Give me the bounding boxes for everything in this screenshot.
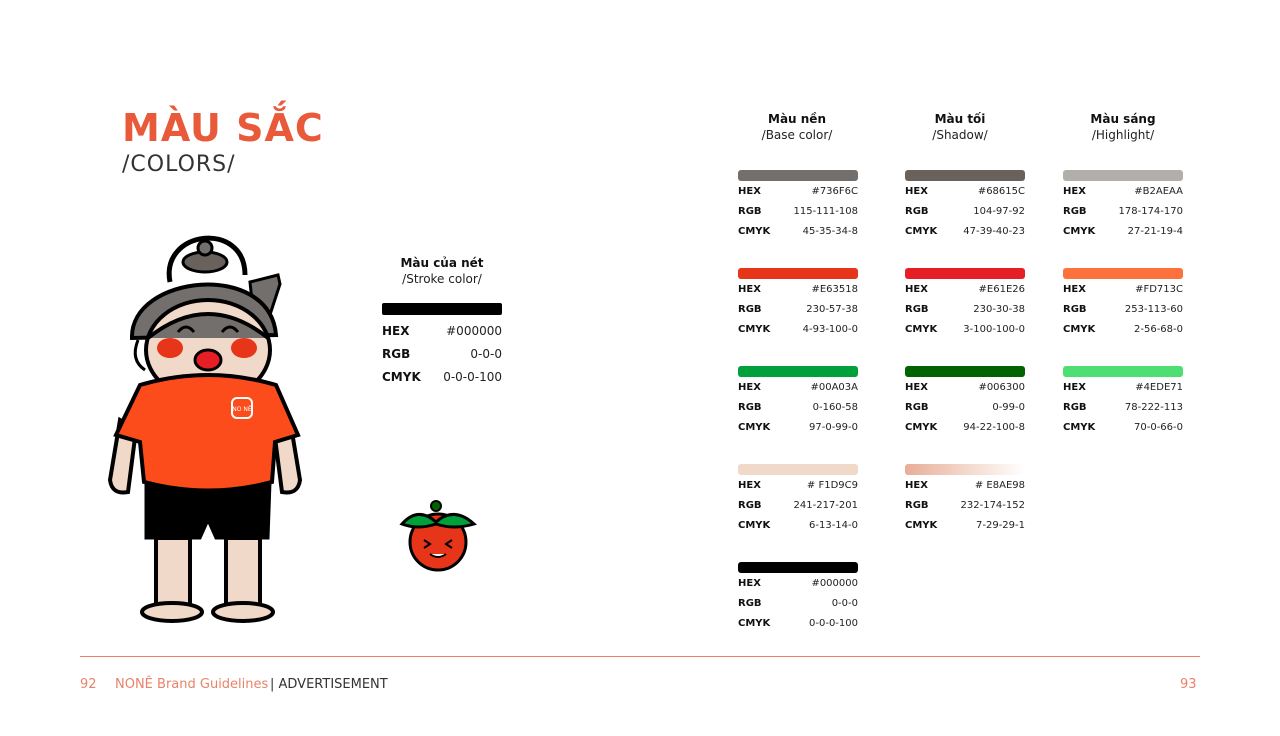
rgb-value: 241-217-201 <box>793 500 858 511</box>
hex-label: HEX <box>905 480 928 491</box>
hex-label: HEX <box>905 186 928 197</box>
column-title: Màu tối <box>934 112 986 126</box>
hex-value: #4EDE71 <box>1135 382 1183 393</box>
shirt-logo: NO NÊ <box>232 406 252 413</box>
rgb-value: 253-113-60 <box>1124 304 1183 315</box>
hex-row <box>905 280 1025 300</box>
cmyk-value: 45-35-34-8 <box>802 226 858 237</box>
stroke-color-swatch <box>382 303 502 315</box>
column-subtitle: /Highlight/ <box>1091 128 1155 142</box>
cmyk-label: CMYK <box>905 324 938 335</box>
hex-value: #736F6C <box>811 186 858 197</box>
rgb-value: 78-222-113 <box>1124 402 1183 413</box>
rgb-label: RGB <box>738 206 762 217</box>
base-color-values <box>738 280 858 340</box>
base-color-swatch <box>738 562 858 573</box>
column-heading-base <box>717 111 877 143</box>
column-title: Màu nền <box>768 112 826 126</box>
cmyk-row <box>382 366 502 389</box>
rgb-value: 0-0-0 <box>470 347 502 361</box>
rgb-label: RGB <box>738 500 762 511</box>
shadow-color-values <box>905 378 1025 438</box>
cmyk-row <box>905 320 1025 340</box>
base-color-swatch <box>738 366 858 377</box>
rgb-value: 178-174-170 <box>1118 206 1183 217</box>
shadow-color-swatch <box>905 366 1025 377</box>
hex-label: HEX <box>1063 186 1086 197</box>
hex-label: HEX <box>738 578 761 589</box>
hex-value: #B2AEAA <box>1134 186 1183 197</box>
base-color-values <box>738 378 858 438</box>
hex-value: # E8AE98 <box>974 480 1025 491</box>
hex-row <box>382 320 502 343</box>
base-color-swatch <box>738 170 858 181</box>
stroke-color-title: Màu của nét <box>400 256 484 270</box>
cmyk-row <box>738 320 858 340</box>
cmyk-row <box>905 418 1025 438</box>
hex-value: #E61E26 <box>978 284 1025 295</box>
hex-value: #006300 <box>978 382 1025 393</box>
cmyk-label: CMYK <box>905 422 938 433</box>
cmyk-value: 27-21-19-4 <box>1127 226 1183 237</box>
hex-label: HEX <box>905 382 928 393</box>
cmyk-value: 2-56-68-0 <box>1134 324 1183 335</box>
rgb-row <box>738 594 858 614</box>
rgb-label: RGB <box>738 402 762 413</box>
cmyk-value: 94-22-100-8 <box>963 422 1025 433</box>
footer-section: | ADVERTISEMENT <box>270 677 388 692</box>
hex-label: HEX <box>905 284 928 295</box>
cmyk-row <box>738 418 858 438</box>
hex-row <box>905 476 1025 496</box>
highlight-color-values <box>1063 280 1183 340</box>
cmyk-row <box>1063 320 1183 340</box>
cmyk-row <box>905 516 1025 536</box>
cmyk-row <box>738 222 858 242</box>
rgb-value: 0-0-0 <box>831 598 858 609</box>
shadow-color-values <box>905 280 1025 340</box>
hex-label: HEX <box>382 324 410 338</box>
column-heading-highlight <box>1043 111 1203 143</box>
rgb-label: RGB <box>905 500 929 511</box>
cmyk-value: 0-0-0-100 <box>809 618 858 629</box>
hex-row <box>738 280 858 300</box>
hex-label: HEX <box>738 284 761 295</box>
cmyk-label: CMYK <box>1063 324 1096 335</box>
stroke-color-subtitle: /Stroke color/ <box>402 272 482 286</box>
rgb-label: RGB <box>382 347 411 361</box>
page-number-right: 93 <box>1180 677 1197 692</box>
rgb-label: RGB <box>905 402 929 413</box>
hex-value: # F1D9C9 <box>806 480 858 491</box>
highlight-color-swatch <box>1063 366 1183 377</box>
rgb-row <box>1063 300 1183 320</box>
base-color-swatch <box>738 464 858 475</box>
cmyk-label: CMYK <box>905 226 938 237</box>
hex-row <box>905 182 1025 202</box>
base-color-values <box>738 182 858 242</box>
shadow-color-swatch <box>905 170 1025 181</box>
cmyk-value: 7-29-29-1 <box>976 520 1025 531</box>
hex-label: HEX <box>738 480 761 491</box>
cmyk-value: 70-0-66-0 <box>1134 422 1183 433</box>
hex-label: HEX <box>1063 382 1086 393</box>
cmyk-row <box>1063 222 1183 242</box>
rgb-value: 104-97-92 <box>973 206 1025 217</box>
hex-row <box>738 476 858 496</box>
footer-brand: NONÊ Brand Guidelines <box>115 677 269 692</box>
cmyk-label: CMYK <box>738 618 771 629</box>
highlight-color-swatch <box>1063 268 1183 279</box>
hex-row <box>1063 182 1183 202</box>
rgb-row <box>738 496 858 516</box>
cmyk-value: 4-93-100-0 <box>802 324 858 335</box>
cmyk-label: CMYK <box>1063 422 1096 433</box>
shadow-color-swatch <box>905 268 1025 279</box>
rgb-label: RGB <box>905 304 929 315</box>
hex-value: #000000 <box>811 578 858 589</box>
cmyk-value: 47-39-40-23 <box>963 226 1025 237</box>
hex-value: #E63518 <box>811 284 858 295</box>
rgb-row <box>905 300 1025 320</box>
column-subtitle: /Base color/ <box>761 128 833 142</box>
cmyk-value: 97-0-99-0 <box>809 422 858 433</box>
column-heading-shadow <box>880 111 1040 143</box>
base-color-swatch <box>738 268 858 279</box>
cmyk-label: CMYK <box>738 226 771 237</box>
rgb-value: 230-30-38 <box>973 304 1025 315</box>
cmyk-row <box>738 516 858 536</box>
cmyk-label: CMYK <box>738 422 771 433</box>
highlight-color-values <box>1063 378 1183 438</box>
hex-label: HEX <box>738 186 761 197</box>
stroke-color-heading <box>362 255 522 287</box>
rgb-row <box>382 343 502 366</box>
rgb-value: 0-160-58 <box>812 402 858 413</box>
rgb-label: RGB <box>1063 402 1087 413</box>
cmyk-label: CMYK <box>738 324 771 335</box>
page-subtitle: /COLORS/ <box>122 152 236 177</box>
cmyk-value: 0-0-0-100 <box>443 370 502 384</box>
hex-value: #00A03A <box>810 382 858 393</box>
highlight-color-swatch <box>1063 170 1183 181</box>
cmyk-value: 6-13-14-0 <box>809 520 858 531</box>
hex-row <box>738 182 858 202</box>
rgb-row <box>738 300 858 320</box>
hex-row <box>1063 280 1183 300</box>
rgb-label: RGB <box>1063 206 1087 217</box>
cmyk-row <box>1063 418 1183 438</box>
shadow-color-swatch <box>905 464 1025 475</box>
rgb-row <box>1063 202 1183 222</box>
hex-label: HEX <box>1063 284 1086 295</box>
rgb-value: 115-111-108 <box>793 206 858 217</box>
column-subtitle: /Shadow/ <box>932 128 988 142</box>
shadow-color-values <box>905 182 1025 242</box>
cmyk-label: CMYK <box>738 520 771 531</box>
rgb-row <box>905 398 1025 418</box>
hex-row <box>738 574 858 594</box>
hex-row <box>905 378 1025 398</box>
cmyk-label: CMYK <box>1063 226 1096 237</box>
footer-divider <box>80 656 1200 657</box>
mascot-illustration <box>100 220 310 630</box>
hex-row <box>738 378 858 398</box>
cmyk-label: CMYK <box>382 370 421 384</box>
hex-value: #FD713C <box>1135 284 1183 295</box>
rgb-label: RGB <box>738 598 762 609</box>
cmyk-row <box>738 614 858 634</box>
base-color-values <box>738 476 858 536</box>
page-title: MÀU SẮC <box>122 106 324 150</box>
shadow-color-values <box>905 476 1025 536</box>
hex-value: #68615C <box>977 186 1025 197</box>
rgb-label: RGB <box>738 304 762 315</box>
hex-row <box>1063 378 1183 398</box>
hex-label: HEX <box>738 382 761 393</box>
page-number-left: 92 <box>80 677 97 692</box>
rgb-row <box>905 202 1025 222</box>
rgb-label: RGB <box>1063 304 1087 315</box>
base-color-values <box>738 574 858 634</box>
highlight-color-values <box>1063 182 1183 242</box>
stroke-color-values <box>382 320 502 389</box>
rgb-label: RGB <box>905 206 929 217</box>
cmyk-row <box>905 222 1025 242</box>
column-title: Màu sáng <box>1090 112 1156 126</box>
cmyk-value: 3-100-100-0 <box>963 324 1025 335</box>
rgb-row <box>738 398 858 418</box>
rgb-row <box>1063 398 1183 418</box>
hex-value: #000000 <box>446 324 502 338</box>
tomato-mascot-icon <box>396 496 478 576</box>
cmyk-label: CMYK <box>905 520 938 531</box>
rgb-value: 230-57-38 <box>806 304 858 315</box>
rgb-value: 0-99-0 <box>992 402 1025 413</box>
rgb-row <box>905 496 1025 516</box>
rgb-row <box>738 202 858 222</box>
rgb-value: 232-174-152 <box>960 500 1025 511</box>
